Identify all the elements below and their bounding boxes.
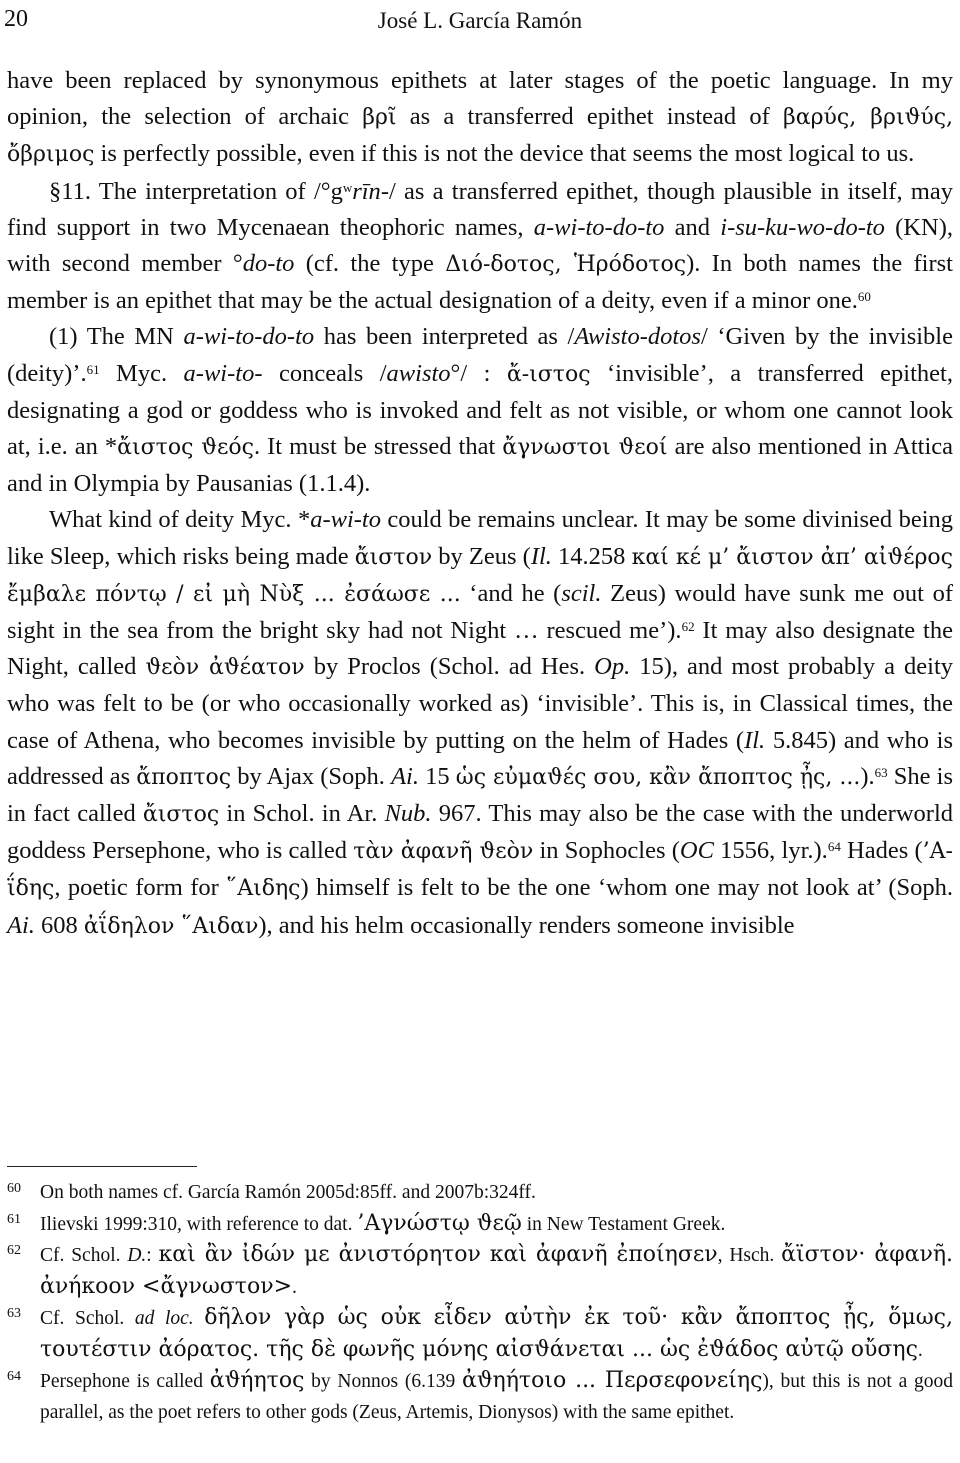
text-run: ‘invisible’, a transferred epithet, designating a god or goddess who is invoked and felt as not visible, or whom one cannot look at, i.e. an * xyxy=(7,359,953,461)
italic-term: a-wi-to-do-to xyxy=(183,323,315,351)
greek-quote: ὡς εὐμαϑές σου, κἂν ἄποπτος ᾖς, ... xyxy=(455,764,861,790)
text-run: Myc. xyxy=(99,359,184,387)
footnote-ref[interactable]: 61 xyxy=(86,361,100,377)
greek-word: ’Α-ΐδης xyxy=(7,839,953,902)
running-title: José L. García Ramón xyxy=(377,8,583,33)
italic-term: D. xyxy=(127,1245,147,1266)
footnote-text xyxy=(40,1303,953,1366)
paragraph-2 xyxy=(7,319,953,502)
text-run: conceals / xyxy=(262,359,387,387)
text-run: Ilievski 1999:310, with reference to dat. xyxy=(40,1213,358,1235)
footnote-divider xyxy=(7,1166,197,1167)
greek-quote: ἄϊστον· ἀφανῆ. ἀνήκοον <ἄγνωστον> xyxy=(40,1242,954,1299)
greek-word: ἄ-ιστος xyxy=(506,361,591,387)
footnote-64 xyxy=(7,1366,953,1428)
text-run: She is in fact called xyxy=(7,762,954,828)
text-run: It may also designate the Night, called xyxy=(7,617,953,681)
text-run: Cf. Schol. xyxy=(40,1308,135,1329)
text-run: . It must be stressed that xyxy=(254,433,503,461)
greek-word: ’Αγνώστῳ ϑεῷ xyxy=(357,1210,522,1236)
footnote-61 xyxy=(7,1209,953,1241)
greek-word: ϑεὸν ἀϑέατον xyxy=(145,655,305,681)
greek-quote: καί κέ μ’ ἄιστον ἀπ’ αἰϑέρος ἔμβαλε πόντῳ / εἰ μὴ Νὺξ ... ἐσάωσε ... xyxy=(7,544,954,607)
footnote-number: 61 xyxy=(7,1211,21,1227)
text-run: Cf. Schol. xyxy=(40,1245,128,1266)
paragraph-section-11 xyxy=(7,174,953,320)
italic-term: rīn xyxy=(352,177,381,205)
text-run: ‘and he ( xyxy=(460,579,562,607)
text-run: as a transferred epithet instead of xyxy=(396,103,784,131)
text-run: (cf. the type xyxy=(294,250,446,278)
text-run: ) himself is felt to be the one ‘whom one may not look at’ (Soph. xyxy=(300,874,953,902)
superscript: w xyxy=(342,179,353,195)
footnote-text xyxy=(40,1209,953,1241)
text-run: -/ as a transferred epithet, though plausible in itself, may find support in two Mycenaean theophoric names, xyxy=(7,177,953,241)
footnote-60 xyxy=(7,1178,953,1209)
text-run: by Zeus ( xyxy=(432,542,531,570)
text-run: . xyxy=(917,1339,923,1361)
footnote-number: 64 xyxy=(7,1369,21,1384)
text-run: are also mentioned in Attica and in Olympia by Pausanias (1.1.4). xyxy=(7,433,953,498)
text-run: Hades ( xyxy=(840,837,923,865)
italic-term: do-to xyxy=(242,250,295,278)
greek-word: ἀΐδηλον ῞Αιδαν xyxy=(83,913,259,939)
greek-word: ἄιστον xyxy=(354,544,433,570)
footnote-text xyxy=(40,1240,953,1303)
italic-term: Nub. xyxy=(384,800,432,828)
greek-word: ἀϑήητος xyxy=(209,1368,305,1393)
greek-word: ἄιστος ϑεός xyxy=(117,435,254,461)
text-run: On both names cf. García Ramón 2005d:85ff. and 2007b:324ff. xyxy=(40,1182,536,1203)
italic-term: Op. xyxy=(594,653,631,681)
text-run: by Ajax (Soph. xyxy=(231,762,392,790)
text-run: ). In both names the first member is an epithet that may be the actual designation of a deity, even if a minor one. xyxy=(7,250,953,315)
text-run: 1556, lyr.). xyxy=(713,837,828,865)
text-run: Zeus) would have sunk me out of sight in the sea from the bright sky had not Night … rescued me’). xyxy=(7,579,953,645)
greek-quote: ἀϑηήτοιο ... Περσεφονείης xyxy=(461,1368,763,1393)
text-run: §11. The interpretation of /°g xyxy=(49,177,343,205)
italic-term: a-wi-to xyxy=(310,506,381,534)
footnote-number: 60 xyxy=(7,1181,21,1196)
greek-word: τὰν ἀφανῆ ϑεὸν xyxy=(353,839,534,865)
text-run: by Proclos (Schol. ad Hes. xyxy=(304,653,595,681)
greek-word: Διό-δοτος, Ἡρόδοτος xyxy=(445,252,687,278)
italic-term: Ai. xyxy=(7,911,35,939)
footnote-ref[interactable]: 64 xyxy=(827,839,841,855)
text-run: 14.258 xyxy=(551,542,632,570)
italic-term: i-su-ku-wo-do-to xyxy=(720,213,885,241)
text-run: ), and his helm occasionally renders someone invisible xyxy=(258,911,795,939)
greek-quote: καὶ ἂν ἰδών με ἀνιστόρητον καὶ ἀφανῆ ἐποίησεν xyxy=(158,1242,718,1267)
text-run: . xyxy=(292,1276,297,1298)
footnote-number: 63 xyxy=(7,1306,21,1321)
text-run: 5.845) and who is addressed as xyxy=(7,726,953,790)
italic-term: scil. xyxy=(561,579,602,607)
footnotes xyxy=(7,1178,953,1428)
paragraph-1 xyxy=(7,63,953,174)
text-run: : xyxy=(146,1245,159,1266)
paragraph-3 xyxy=(7,502,953,944)
italic-term: Il. xyxy=(530,542,552,570)
text-run: and xyxy=(664,213,721,241)
italic-term: ad loc. xyxy=(134,1308,194,1329)
text-run: 15 xyxy=(418,762,456,790)
italic-term: Awisto-dotos xyxy=(574,323,701,351)
greek-word: βρῖ xyxy=(362,105,397,131)
italic-term: Ai. xyxy=(391,762,419,790)
text-run: ). xyxy=(860,762,875,790)
footnote-63 xyxy=(7,1303,953,1366)
text-run: / ‘Given by the invisible (deity)’. xyxy=(7,323,953,387)
greek-word: βαρύς, βριϑύς, ὄβριμος xyxy=(7,105,954,168)
italic-term: OC xyxy=(679,837,714,865)
text-run: °/ : xyxy=(450,359,507,387)
text-run: 967. This may also be the case with the underworld goddess Persephone, who is called xyxy=(7,800,953,865)
text-run: in Schol. in Ar. xyxy=(219,800,385,828)
footnote-ref[interactable]: 60 xyxy=(857,289,871,305)
body-text xyxy=(7,63,953,945)
footnote-ref[interactable]: 63 xyxy=(874,764,888,780)
footnote-number: 62 xyxy=(7,1243,21,1258)
footnote-text xyxy=(40,1366,953,1428)
text-run: (1) The MN xyxy=(49,323,184,351)
text-run: have been replaced by synonymous epithets at later stages of the poetic language. In my opinion, the selection of archaic xyxy=(7,67,953,131)
italic-term: a-wi-to-do-to xyxy=(533,213,665,241)
footnote-62 xyxy=(7,1240,953,1303)
italic-term: awisto xyxy=(386,359,451,387)
text-run: in New Testament Greek. xyxy=(521,1213,726,1235)
text-run: is perfectly possible, even if this is not the device that seems the most logical to us. xyxy=(94,140,915,168)
text-run: (KN), with second member ° xyxy=(7,213,953,278)
text-run: 15), and most probably a deity who was felt to be (or who occasionally worked as) ‘invisible’. This is, in Classical times, the case of Athena, who becomes invisible by putting on the helm of Hades ( xyxy=(7,653,954,754)
page-number: 20 xyxy=(4,6,28,32)
text-run: by Nonnos (6.139 xyxy=(304,1371,462,1392)
text-run: , poetic form for xyxy=(54,874,227,902)
text-run: ), but this is not a good parallel, as the poet refers to other gods (Zeus, Artemis, Dionysos) with the same epithet. xyxy=(40,1371,953,1423)
text-run: could be remains unclear. It may be some divinised being like Sleep, which risks being made xyxy=(7,506,953,570)
page-header xyxy=(0,4,960,38)
text-run: , Hsch. xyxy=(717,1245,782,1266)
text-run: in Sophocles ( xyxy=(533,837,680,865)
footnote-ref[interactable]: 62 xyxy=(681,619,695,635)
greek-word: ἄποπτος xyxy=(136,764,232,790)
greek-word: ἄιστος xyxy=(142,802,220,828)
text-run: has been interpreted as / xyxy=(314,323,575,351)
text-run: 608 xyxy=(34,911,84,939)
greek-word: ῞Αιδης xyxy=(226,876,301,902)
italic-term: Il. xyxy=(744,726,766,754)
greek-word: ἄγνωστοι ϑεοί xyxy=(502,435,668,461)
footnote-text xyxy=(40,1178,953,1209)
italic-term: a-wi-to- xyxy=(183,359,263,387)
text-run: Persephone is called xyxy=(40,1371,210,1392)
text-run xyxy=(194,1308,205,1329)
text-run: What kind of deity Myc. * xyxy=(49,506,311,534)
greek-quote: δῆλον γὰρ ὡς οὐκ εἶδεν αὐτὴν ἐκ τοῦ· κἂν ἄποπτος ᾖς, ὅμως, τουτέστιν ἀόρατος. τῆς δὲ φωνῆς μόνης αἰσϑάνεται ... ὡς ἐϑάδος αὐτῷ οὔσης xyxy=(40,1305,953,1362)
